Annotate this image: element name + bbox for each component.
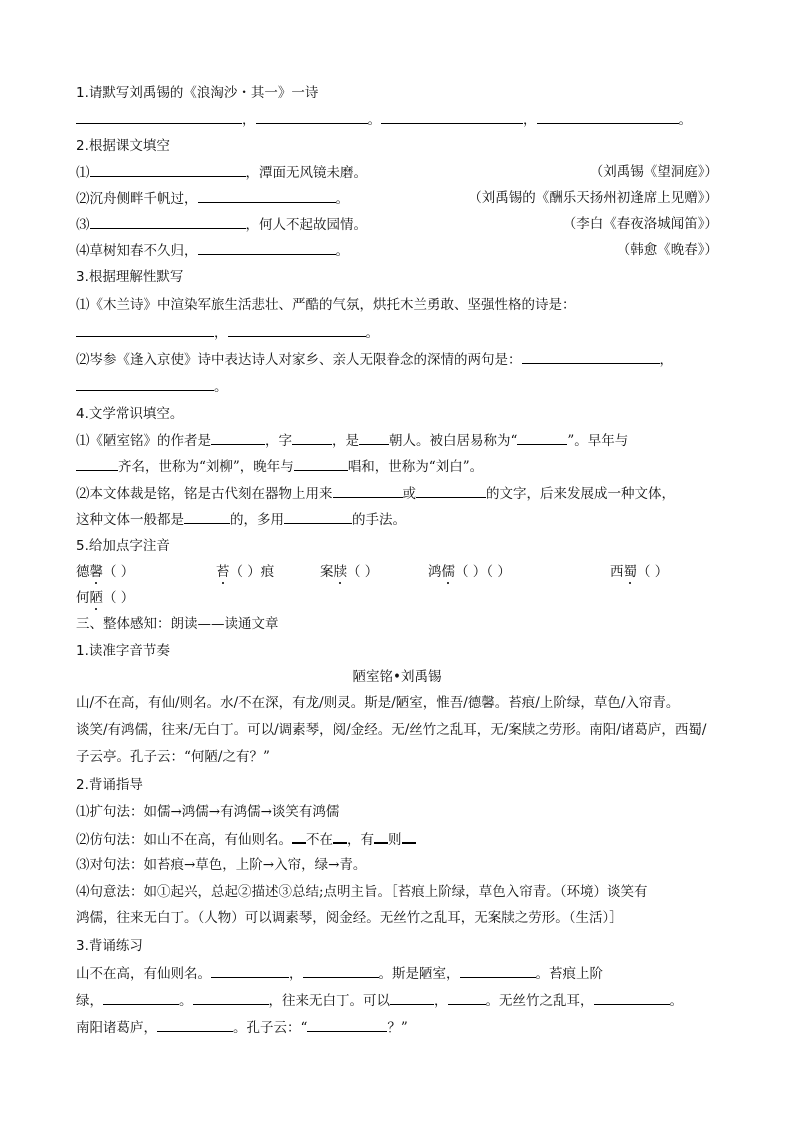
dotted-char: 牍 — [333, 564, 347, 580]
q2-source-3: （李白《春夜洛城闻笛》） — [562, 216, 718, 232]
pinyin-item-hongru: 鸿儒（ ）（ ） — [428, 564, 511, 580]
pinyin-item-andu: 案牍（ ） — [320, 564, 379, 580]
pinyin-item-taihen: 苔（ ）痕 — [216, 564, 275, 580]
q3-item-2-answer: 。 — [76, 377, 228, 396]
answer-blank[interactable] — [284, 510, 352, 524]
q3-item-1: ⑴《木兰诗》中渲染军旅生活悲壮、严酷的气氛，烘托木兰勇敢、坚强性格的诗是： — [76, 297, 576, 313]
answer-blank[interactable] — [448, 991, 486, 1005]
guide-4-line-1: ⑷句意法：如①起兴，总起②描述③总结;点明主旨。［苔痕上阶绿，草色入帘青。（环境）谈笑有 — [76, 884, 648, 900]
guide-1: ⑴扩句法：如儒→鸿儒→有鸿儒→谈笑有鸿儒 — [76, 804, 340, 820]
answer-blank[interactable] — [76, 110, 242, 124]
answer-blank[interactable] — [460, 964, 536, 978]
answer-blank[interactable] — [333, 829, 347, 844]
sec3-sub-1: 1.读准字音节奏 — [76, 643, 170, 659]
answer-blank[interactable] — [390, 991, 434, 1005]
answer-blank[interactable] — [522, 350, 660, 364]
answer-blank[interactable] — [333, 484, 403, 498]
recite-line-3: 南阳诸葛庐， 。孔子云：“ ？” — [76, 1020, 408, 1036]
dotted-char: 馨 — [89, 564, 103, 580]
answer-blank[interactable] — [211, 964, 289, 978]
q2-source-4: （韩愈《晚春》） — [616, 242, 718, 258]
answer-blank[interactable] — [198, 189, 336, 203]
q2-item-2: ⑵沉舟侧畔千帆过， 。 — [76, 191, 349, 207]
section-3-title: 三、整体感知：朗读——读通文章 — [76, 616, 279, 632]
answer-blank[interactable] — [157, 1018, 233, 1032]
poem-line-2: 谈笑/有鸿儒，往来/无白丁。可以/调素琴，阅/金经。无/丝竹之乱耳，无/案牍之劳形。南阳/诸葛庐，西蜀/ — [76, 722, 707, 738]
q2-source-2: （刘禹锡的《酬乐天扬州初逢席上见赠》） — [468, 190, 718, 206]
answer-blank[interactable] — [374, 829, 388, 844]
answer-blank[interactable] — [381, 110, 523, 124]
q4-line-3: ⑵本文体裁是铭，铭是古代刻在器物上用来 或 的文字，后来发展成一种文体， — [76, 486, 675, 502]
answer-blank[interactable] — [292, 829, 306, 844]
answer-blank[interactable] — [294, 457, 348, 471]
guide-3: ⑶对句法：如苔痕→草色，上阶→入帘，绿→青。 — [76, 857, 367, 873]
answer-blank[interactable] — [594, 991, 670, 1005]
recite-line-2: 绿， 。 ，往来无白丁。可以 ， 。无丝竹之乱耳， 。 — [76, 993, 683, 1009]
answer-blank[interactable] — [537, 110, 679, 124]
q3-item-1-answer: ， 。 — [76, 323, 379, 342]
answer-blank[interactable] — [416, 484, 486, 498]
q2-item-4: ⑷草树知春不久归， 。 — [76, 243, 349, 259]
q1-answer-row: ， 。 ， 。 — [76, 110, 692, 129]
sec3-sub-2: 2.背诵指导 — [76, 777, 143, 793]
q4-line-2: 齐名，世称为“刘柳”，晚年与 唱和，世称为“刘白”。 — [76, 457, 483, 476]
answer-blank[interactable] — [359, 431, 389, 445]
answer-blank[interactable] — [193, 991, 269, 1005]
q4-line-4: 这种文体一般都是 的，多用 的手法。 — [76, 512, 406, 528]
q2-item-1: ⑴ ，潭面无风镜未磨。 — [76, 165, 367, 181]
guide-2: ⑵仿句法：如山不在高，有仙则名。 不在 ，有 则 — [76, 829, 416, 849]
answer-blank[interactable] — [90, 215, 246, 229]
answer-blank[interactable] — [292, 431, 332, 445]
dotted-char: 陋 — [89, 590, 103, 606]
q2-item-3: ⑶ ，何人不起故园情。 — [76, 217, 367, 233]
q1-title: 1.请默写刘禹锡的《浪淘沙・其一》一诗 — [76, 85, 319, 101]
answer-blank[interactable] — [307, 1018, 387, 1032]
q3-item-2: ⑵岑参《逢入京使》诗中表达诗人对家乡、亲人无限眷念的深情的两句是： ， — [76, 352, 673, 368]
answer-blank[interactable] — [90, 163, 246, 177]
answer-blank[interactable] — [402, 829, 416, 844]
answer-blank[interactable] — [76, 323, 214, 337]
recite-line-1: 山不在高，有仙则名。 ， 。斯是陋室， 。苔痕上阶 — [76, 966, 603, 982]
pinyin-item-dexin: 德馨（ ） — [76, 564, 135, 580]
q4-line-1: ⑴《陋室铭》的作者是 ，字 ，是 朝人。被白居易称为“ ”。早年与 — [76, 433, 629, 449]
pinyin-item-helou: 何陋（ ） — [76, 590, 135, 606]
q4-title: 4.文学常识填空。 — [76, 406, 184, 422]
answer-blank[interactable] — [76, 457, 118, 471]
answer-blank[interactable] — [198, 241, 336, 255]
answer-blank[interactable] — [517, 431, 567, 445]
pinyin-item-xishu: 西蜀（ ） — [610, 564, 669, 580]
q5-title: 5.给加点字注音 — [76, 538, 170, 554]
sec3-sub-3: 3.背诵练习 — [76, 938, 143, 954]
q2-title: 2.根据课文填空 — [76, 138, 170, 154]
poem-line-1: 山/不在高，有仙/则名。水/不在深，有龙/则灵。斯是/陋室，惟吾/德馨。苔痕/上阶绿，草色/入帘青。 — [76, 695, 680, 711]
answer-blank[interactable] — [303, 964, 379, 978]
answer-blank[interactable] — [256, 110, 368, 124]
answer-blank[interactable] — [76, 377, 214, 391]
q2-source-1: （刘禹锡《望洞庭》） — [589, 164, 718, 180]
poem-line-3: 子云亭。孔子云：“何陋/之有？” — [76, 749, 270, 765]
answer-blank[interactable] — [211, 431, 265, 445]
guide-4-line-2: 鸿儒，往来无白丁。（人物）可以调素琴，阅金经。无丝竹之乱耳，无案牍之劳形。（生活）］ — [76, 910, 623, 926]
answer-blank[interactable] — [103, 991, 179, 1005]
poem-title: 陋室铭•刘禹锡 — [352, 669, 442, 685]
answer-blank[interactable] — [228, 323, 366, 337]
answer-blank[interactable] — [184, 510, 230, 524]
dotted-char: 苔 — [216, 564, 230, 580]
dotted-char: 儒 — [441, 564, 455, 580]
q3-title: 3.根据理解性默写 — [76, 269, 184, 285]
dotted-char: 蜀 — [623, 564, 637, 580]
